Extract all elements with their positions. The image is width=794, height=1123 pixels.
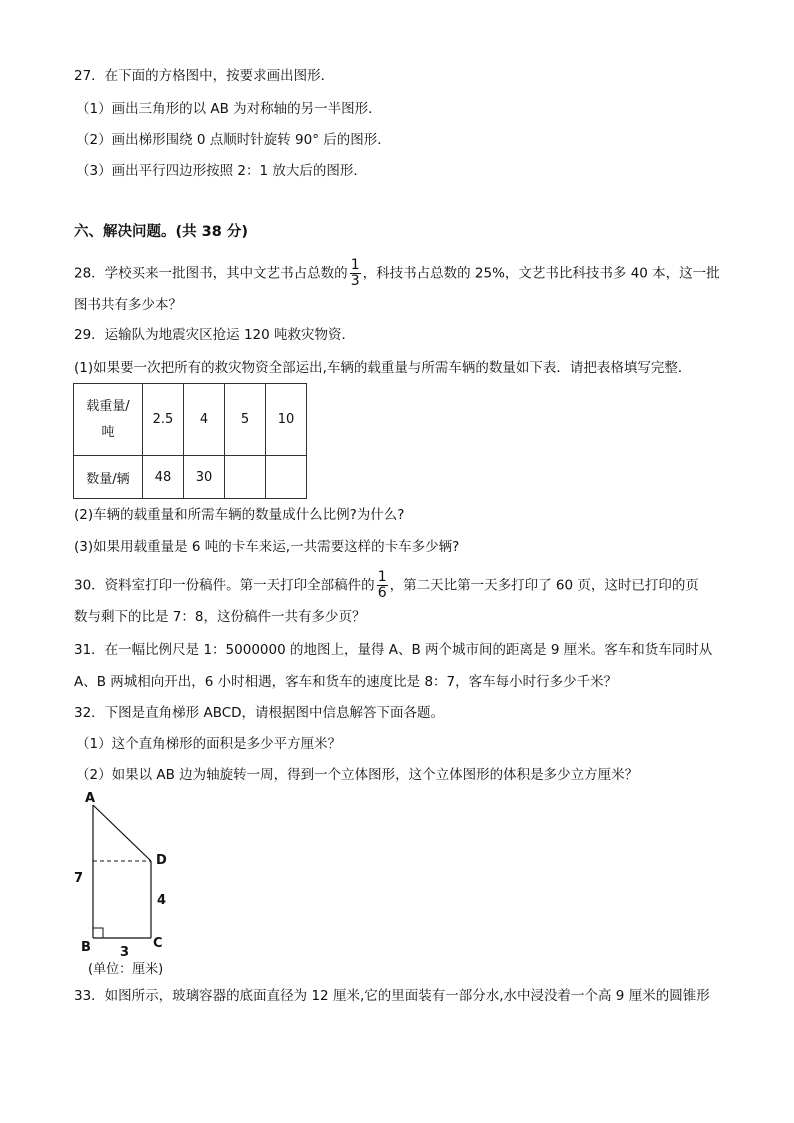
q33-line1: 33．如图所示，玻璃容器的底面直径为 12 厘米,它的里面装有一部分水,水中浸没着一个高 9 厘米的圆锥形: [74, 988, 710, 1004]
label-d: D: [156, 853, 167, 868]
q28-fraction: [350, 258, 361, 289]
table-header-cell: 数量/辆: [74, 456, 143, 499]
header-weight: 载重量/: [86, 398, 130, 414]
label-c: C: [153, 936, 163, 951]
q28-frac-den: 3: [350, 273, 360, 289]
q32-part2: （2）如果以 AB 边为轴旋转一周，得到一个立体图形，这个立体图形的体积是多少立方厘米？: [76, 767, 639, 783]
label-a: A: [85, 791, 96, 806]
section-title: 六、解决问题。(共 38 分): [74, 224, 249, 240]
side-da: [93, 805, 151, 861]
table-cell: 10: [266, 384, 307, 456]
label-side-cd: 4: [157, 893, 167, 908]
q29-part1: (1)如果要一次把所有的救灾物资全部运出,车辆的载重量与所需车辆的数量如下表．请把表格填写完整．: [74, 360, 692, 376]
table-cell: 48: [143, 456, 184, 499]
q29-part3: (3)如果用载重量是 6 吨的卡车来运,一共需要这样的卡车多少辆?: [74, 539, 460, 555]
q28-line2: 图书共有多少本？: [74, 297, 182, 313]
label-side-ab: 7: [74, 871, 84, 886]
q28-frac-num: 1: [350, 257, 360, 273]
header-unit: 吨: [101, 424, 115, 440]
table-header-cell: [74, 384, 143, 456]
table-cell: 2.5: [143, 384, 184, 456]
table-cell: 4: [184, 384, 225, 456]
q27-item-2: （2）画出梯形围绕 0 点顺时针旋转 90° 后的图形．: [76, 132, 391, 148]
table-row: [74, 456, 307, 499]
q30-fraction: [377, 570, 388, 601]
q32-part1: （1）这个直角梯形的面积是多少平方厘米？: [76, 736, 342, 752]
table-row: [74, 384, 307, 456]
q30-text-pre: 30．资料室打印一份稿件。第一天打印全部稿件的: [74, 577, 375, 594]
q32-title: 32．下图是直角梯形 ABCD，请根据图中信息解答下面各题。: [74, 705, 445, 721]
q30-frac-den: 6: [377, 585, 387, 601]
q27-item-1: （1）画出三角形的以 AB 为对称轴的另一半图形．: [76, 101, 382, 117]
q30-line1: [74, 570, 699, 601]
q30-text-post: ，第二天比第一天多打印了 60 页，这时已打印的页: [389, 577, 699, 594]
unit-label: (单位：厘米): [88, 962, 164, 977]
q30-frac-num: 1: [377, 569, 387, 585]
q30-line2: 数与剩下的比是 7：8，这份稿件一共有多少页？: [74, 609, 366, 625]
q29-part2: (2)车辆的载重量和所需车辆的数量成什么比例?为什么?: [74, 507, 405, 523]
label-side-bc: 3: [120, 945, 130, 960]
q28-line1: [74, 258, 720, 289]
q29-title: 29．运输队为地震灾区抢运 120 吨救灾物资．: [74, 327, 356, 343]
q31-line2: A、B 两城相向开出，6 小时相遇，客车和货车的速度比是 8：7，客车每小时行多少千米？: [74, 674, 618, 690]
trapezoid-figure: [70, 785, 210, 980]
table-cell: [225, 456, 266, 499]
q27-title: 27．在下面的方格图中，按要求画出图形．: [74, 68, 335, 84]
q31-line1: 31．在一幅比例尺是 1：5000000 的地图上，量得 A、B 两个城市间的距离是 9 厘米。客车和货车同时从: [74, 642, 713, 658]
table-cell: 30: [184, 456, 225, 499]
q28-text-pre: 28．学校买来一批图书，其中文艺书占总数的: [74, 265, 348, 282]
q29-table: [73, 383, 307, 499]
label-b: B: [81, 940, 91, 955]
q27-item-3: （3）画出平行四边形按照 2：1 放大后的图形．: [76, 163, 367, 179]
right-angle-mark: [93, 928, 103, 938]
table-cell: [266, 456, 307, 499]
q28-text-post: ，科技书占总数的 25%，文艺书比科技书多 40 本，这一批: [362, 265, 720, 282]
table-cell: 5: [225, 384, 266, 456]
